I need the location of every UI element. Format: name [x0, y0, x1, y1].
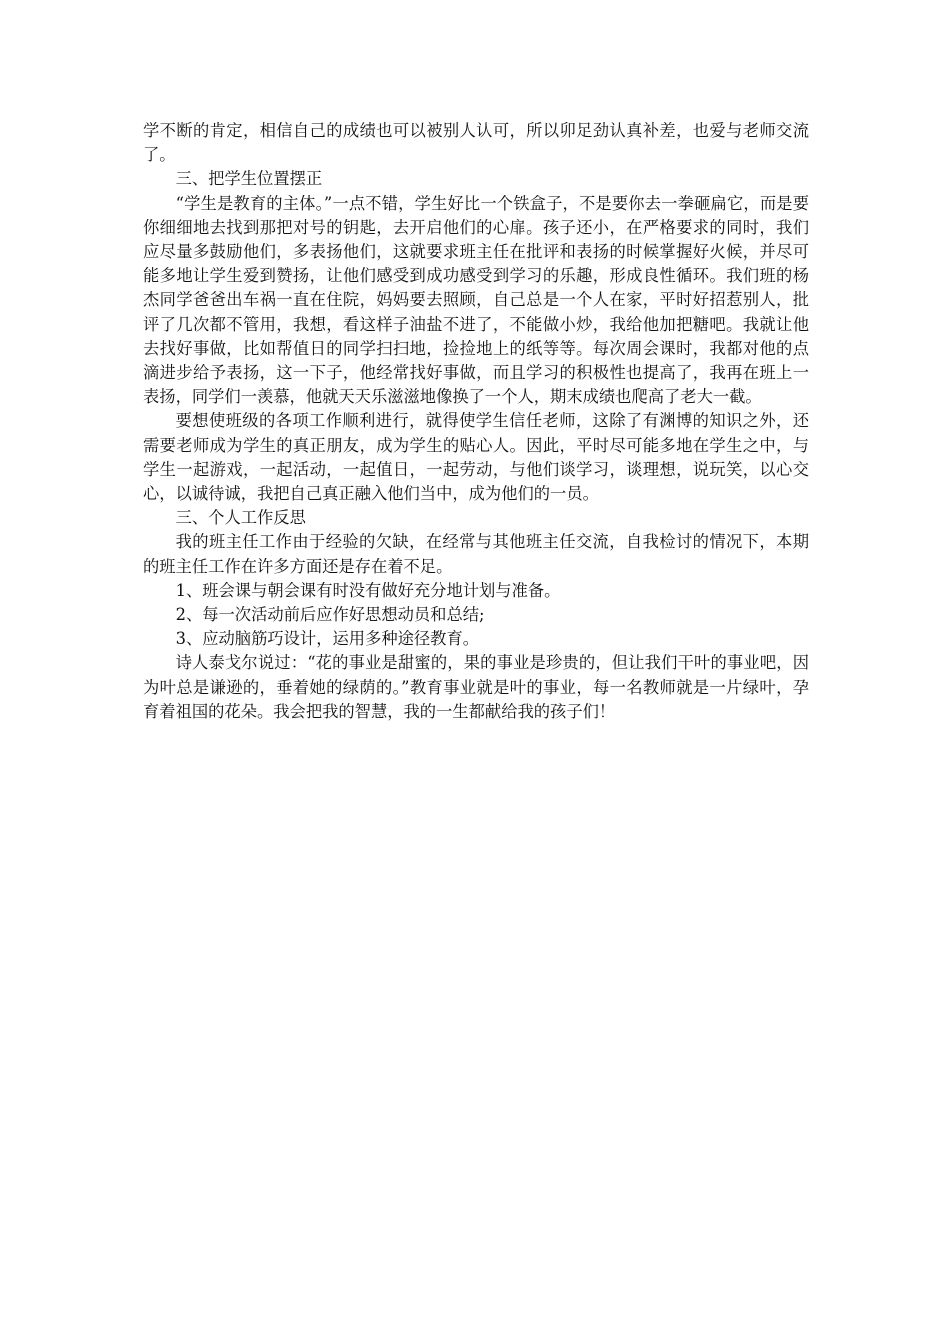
paragraph-teacher-trust: 要想使班级的各项工作顺利进行，就得使学生信任老师，这除了有渊博的知识之外，还需要老师成为学生的真正朋友，成为学生的贴心人。因此，平时尽可能多地在学生之中，与学生一起游戏，一起活动，一起值日，一起劳动，与他们谈学习，谈理想，说玩笑，以心交心，以诚待诚，我把自己真正融入他们当中，成为他们的一员。 — [143, 411, 809, 504]
paragraph-continuation: 学不断的肯定，相信自己的成绩也可以被别人认可，所以卯足劲认真补差，也爱与老师交流了。 — [143, 121, 809, 165]
paragraph-student-subject: “学生是教育的主体。”一点不错，学生好比一个铁盒子，不是要你去一拳砸扁它，而是要你细细地去找到那把对号的钥匙，去开启他们的心扉。孩子还小，在严格要求的同时，我们应尽量多鼓励他们，多表扬他们，这就要求班主任在批评和表扬的时候掌握好火候，并尽可能多地让学生爱到赞扬，让他们感受到成功感受到学习的乐趣，形成良性循环。我们班的杨杰同学爸爸出车祸一直在住院，妈妈要去照顾，自己总是一个人在家，平时好招惹别人，批评了几次都不管用，我想，看这样子油盐不进了，不能做小炒，我给他加把糖吧。我就让他去找好事做，比如帮值日的同学扫扫地，捡捡地上的纸等等。每次周会课时，我都对他的点滴进步给予表扬，这一下子，他经常找好事做，而且学习的积极性也提高了，我再在班上一表扬，同学们一羡慕，他就天天乐滋滋地像换了一个人，期末成绩也爬高了老大一截。 — [143, 193, 809, 407]
document-body — [143, 119, 809, 724]
list-item-3: 3、应动脑筋巧设计，运用多种途径教育。 — [175, 629, 480, 649]
list-item-2: 2、每一次活动前后应作好思想动员和总结; — [175, 605, 485, 625]
section-heading-student-position: 三、把学生位置摆正 — [175, 169, 323, 189]
list-item-1: 1、班会课与朝会课有时没有做好充分地计划与准备。 — [175, 580, 561, 600]
paragraph-reflection-intro: 我的班主任工作由于经验的欠缺，在经常与其他班主任交流，自我检讨的情况下，本期的班主任工作在许多方面还是存在着不足。 — [143, 532, 809, 576]
section-heading-reflection: 三、个人工作反思 — [175, 508, 306, 528]
paragraph-closing-quote: 诗人泰戈尔说过：“花的事业是甜蜜的，果的事业是珍贵的，但让我们干叶的事业吧，因为叶总是谦逊的，垂着她的绿荫的。”教育事业就是叶的事业，每一名教师就是一片绿叶，孕育着祖国的花朵。我会把我的智慧，我的一生都献给我的孩子们！ — [143, 653, 809, 721]
